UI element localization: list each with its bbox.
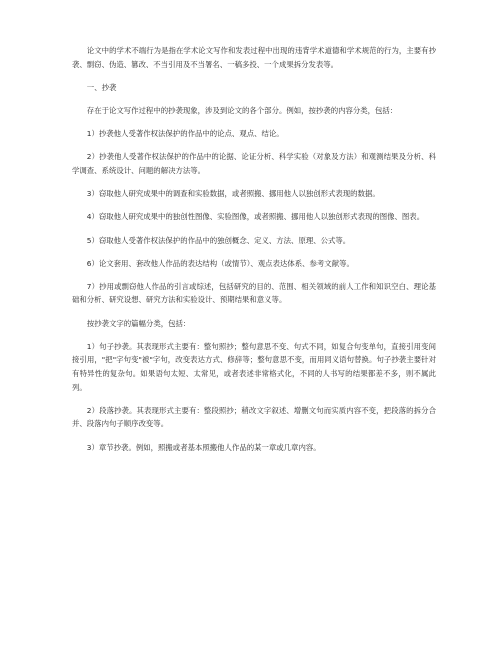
list-item: 6）论文套用、套改他人作品的表达结构（或情节）、观点表达体系、参考文献等。 <box>86 258 354 268</box>
list-item: 3）窃取他人研究成果中的调查和实验数据，或者照搬、挪用他人以独创形式表现的数据。 <box>86 189 380 199</box>
list-item: 2）段落抄袭。其表现形式主要有：整段照抄；稍改文字叙述、增删文句而实质内容不变，把段落的拆分合并、段落内句子顺序改变等。 <box>72 405 436 429</box>
list-item: 7）抄用或剽窃他人作品的引言或综述，包括研究的目的、范围、相关领域的前人工作和知识空白、理论基础和分析、研究设想、研究方法和实验设计、预期结果和意义等。 <box>72 281 436 305</box>
list-item: 2）抄袭他人受著作权法保护的作品中的论据、论证分析、科学实验（对象及方法）和观测结果及分析、科学调查、系统设计、问题的解决方法等。 <box>72 152 436 175</box>
list-item: 1）句子抄袭。其表现形式主要有：整句照抄；整句意思不变、句式不同，如复合句变单句，直接引用变间接引用，"把"字句变"被"字句，改变表达方式、修辞等；整句意思不变，而用同义语句替换。句子抄袭主要针对有特异性的复杂句。如果语句太短、太常见，或者表述非常格式化，不同的人书写的结果都差不多，则不属此列。 <box>72 341 436 392</box>
list-item: 3）章节抄袭。例如，照搬或者基本照搬他人作品的某一章或几章内容。 <box>86 442 321 452</box>
section-heading-plagiarism: 一、抄袭 <box>86 82 117 92</box>
intro-paragraph: 论文中的学术不端行为是指在学术论文写作和发表过程中出现的违背学术道德和学术规范的行为，主要有抄袭、剽窃、伪造、篡改、不当引用及不当署名、一稿多投、一个成果拆分发表等。 <box>72 46 436 69</box>
body-paragraph: 按抄袭文字的篇幅分类，包括： <box>86 318 191 328</box>
list-item: 5）窃取他人受著作权法保护的作品中的独创概念、定义、方法、原理、公式等。 <box>86 235 351 245</box>
list-item: 1）抄袭他人受著作权法保护的作品中的论点、观点、结论。 <box>86 129 284 139</box>
body-paragraph: 存在于论文写作过程中的抄袭现象，涉及到论文的各个部分。例如，按抄袭的内容分类，包括： <box>86 105 398 115</box>
list-item: 4）窃取他人研究成果中的独创性图像、实验图像，或者照搬、挪用他人以独创形式表现的图像、图表。 <box>86 212 425 222</box>
